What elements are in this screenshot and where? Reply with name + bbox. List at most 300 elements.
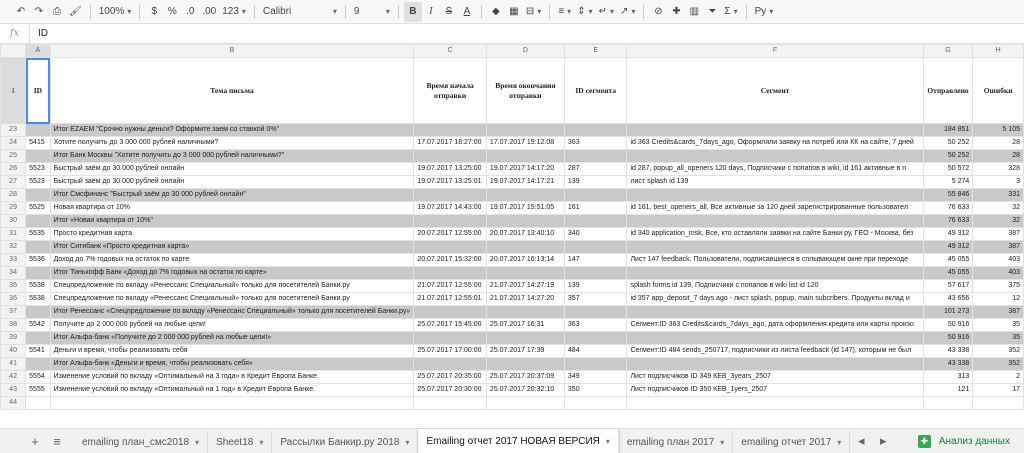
- row-number[interactable]: 28: [1, 189, 26, 202]
- table-row: [1, 189, 1024, 202]
- cell-h[interactable]: 35: [973, 332, 1024, 345]
- cell-g[interactable]: 49 312: [923, 241, 973, 254]
- cell-g[interactable]: 55 846: [923, 189, 973, 202]
- cell-b[interactable]: Тема письма: [50, 58, 414, 124]
- text-wrap-icon[interactable]: ↵ ▾: [596, 2, 617, 22]
- cell-a[interactable]: [26, 189, 50, 202]
- cell-c[interactable]: [414, 241, 487, 254]
- cell-f[interactable]: лист splash id 139: [627, 176, 923, 189]
- cell-a[interactable]: 5538: [26, 280, 50, 293]
- column-header-d[interactable]: D: [486, 45, 564, 58]
- cell-g[interactable]: 5 274: [923, 176, 973, 189]
- bold-button[interactable]: B: [404, 2, 422, 22]
- cell-c[interactable]: 25.07.2017 20:35:00: [414, 371, 487, 384]
- cell-g[interactable]: 184 851: [923, 124, 973, 137]
- cell-e[interactable]: 340: [564, 228, 627, 241]
- cell-h[interactable]: 403: [973, 254, 1024, 267]
- row-number[interactable]: 35: [1, 280, 26, 293]
- cell-d[interactable]: 20.07.2017 13:40:10: [486, 228, 564, 241]
- cell-a[interactable]: 5538: [26, 293, 50, 306]
- filter-icon[interactable]: ⏷: [708, 6, 717, 17]
- cell-a[interactable]: [26, 267, 50, 280]
- cell-d[interactable]: 19.07.2017 14:17:20: [486, 163, 564, 176]
- row-number[interactable]: 23: [1, 124, 26, 137]
- cell-b[interactable]: Итог Ситибанк «Просто кредитная карта»: [50, 241, 414, 254]
- cell-b[interactable]: Итог EZAEM "Срочно нужны деньги? Оформите заем со ставкой 0%": [50, 124, 414, 137]
- cell-c[interactable]: Время начала отправки: [414, 58, 487, 124]
- row-number[interactable]: 33: [1, 254, 26, 267]
- cell-c[interactable]: [414, 150, 487, 163]
- cell-c[interactable]: [414, 358, 487, 371]
- cell-c[interactable]: [414, 189, 487, 202]
- scroll-tabs-right-button[interactable]: ▸: [880, 433, 887, 448]
- table-row: [1, 319, 1024, 332]
- insert-chart-icon[interactable]: ▥: [689, 6, 700, 17]
- cell-d[interactable]: [486, 332, 564, 345]
- column-header-a[interactable]: A: [26, 45, 50, 58]
- cell-e[interactable]: [564, 150, 627, 163]
- cell-e[interactable]: [564, 358, 627, 371]
- cell-a[interactable]: [26, 306, 50, 319]
- row-number[interactable]: 42: [1, 371, 26, 384]
- cell-f[interactable]: Сегмент:ID 363 Credits&cards_7days_ago, дата оформления кредита или карты произо: [627, 319, 923, 332]
- cell-b[interactable]: Итог Смсфинанс "Быстрый заём до 30 000 рублей онлайн": [50, 189, 414, 202]
- cell-b[interactable]: Итог «Новая квартира от 10%": [50, 215, 414, 228]
- row-number[interactable]: 39: [1, 332, 26, 345]
- italic-button[interactable]: I: [429, 6, 433, 17]
- table-row: [1, 176, 1024, 189]
- cell-e[interactable]: 349: [564, 371, 627, 384]
- strikethrough-button[interactable]: S: [445, 6, 453, 17]
- undo-icon[interactable]: ↶: [16, 6, 26, 17]
- cell-d[interactable]: 17.07.2017 19:12:08: [486, 137, 564, 150]
- table-row: [1, 150, 1024, 163]
- cell-g[interactable]: 50 252: [923, 137, 973, 150]
- row-number[interactable]: 25: [1, 150, 26, 163]
- cell-d[interactable]: [486, 124, 564, 137]
- column-header-row: [1, 45, 1024, 58]
- column-header-e[interactable]: E: [564, 45, 627, 58]
- table-row: [1, 241, 1024, 254]
- zoom-select[interactable]: 100% ▾: [96, 2, 135, 22]
- chevron-down-icon[interactable]: ▾: [259, 437, 264, 447]
- cell-e[interactable]: 363: [564, 137, 627, 150]
- cell-d[interactable]: 25.07.2017 17:39: [486, 345, 564, 358]
- sheet-tabs-bar: [0, 428, 1024, 453]
- table-row: [1, 280, 1024, 293]
- cell-a[interactable]: 5523: [26, 176, 50, 189]
- cell-a[interactable]: 5523: [26, 163, 50, 176]
- cell-c[interactable]: 17.07.2017 18:27:00: [414, 137, 487, 150]
- cell-h[interactable]: 28: [973, 137, 1024, 150]
- cell-e[interactable]: [564, 241, 627, 254]
- explore-button[interactable]: [918, 435, 1024, 448]
- cell-f[interactable]: id 287, popup_all_openers 120 days, Подписчики с попапов в wiki, id 161 активные в п: [627, 163, 923, 176]
- cell-h[interactable]: 387: [973, 241, 1024, 254]
- cell-b[interactable]: Быстрый заём до 30 000 рублей онлайн: [50, 176, 414, 189]
- cell-f[interactable]: Лист 147 feedback. Пользователи, подписавшиеся в сплывающем окне при переходе: [627, 254, 923, 267]
- cell-d[interactable]: [486, 241, 564, 254]
- column-header-c[interactable]: C: [414, 45, 487, 58]
- cell-h[interactable]: 12: [973, 293, 1024, 306]
- cell-h[interactable]: 403: [973, 267, 1024, 280]
- table-row: [1, 58, 1024, 124]
- row-number[interactable]: 36: [1, 293, 26, 306]
- cell-f[interactable]: [627, 241, 923, 254]
- row-number[interactable]: 43: [1, 384, 26, 397]
- chevron-down-icon[interactable]: ▾: [837, 437, 842, 447]
- cell-h[interactable]: 32: [973, 202, 1024, 215]
- cell-g[interactable]: Отправлено: [923, 58, 973, 124]
- cell-c[interactable]: [414, 267, 487, 280]
- cell-f[interactable]: [627, 358, 923, 371]
- cell-h[interactable]: 2: [973, 371, 1024, 384]
- table-row: [1, 345, 1024, 358]
- insert-comment-icon[interactable]: ✚: [672, 6, 681, 17]
- cell-h[interactable]: 5 105: [973, 124, 1024, 137]
- scroll-tabs-left-button[interactable]: ◂: [858, 433, 865, 448]
- cell-a[interactable]: 5535: [26, 228, 50, 241]
- cell-e[interactable]: 287: [564, 163, 627, 176]
- sheet-tab-label: Рассылки Банкир.ру 2018: [280, 436, 400, 448]
- cell-f[interactable]: [627, 215, 923, 228]
- sheet-tab[interactable]: [74, 431, 208, 453]
- row-number[interactable]: 38: [1, 319, 26, 332]
- font-family-select[interactable]: Calibri ▾: [260, 2, 340, 22]
- cell-f[interactable]: Лист подписчиков ID 349 КЕВ_3years_2507: [627, 371, 923, 384]
- cell-e[interactable]: [564, 332, 627, 345]
- cell-a[interactable]: 5555: [26, 384, 50, 397]
- table-row: [1, 384, 1024, 397]
- cell-g[interactable]: 45 055: [923, 254, 973, 267]
- table-row: [1, 124, 1024, 137]
- cell-f[interactable]: id 363 Credits&cards_7days_ago, Оформляли заявку на потреб или КК на сайте, 7 дней: [627, 137, 923, 150]
- column-header-f[interactable]: F: [627, 45, 923, 58]
- cell-h[interactable]: 32: [973, 215, 1024, 228]
- cell-g[interactable]: 45 055: [923, 267, 973, 280]
- input-tools-button[interactable]: Ру ▾: [752, 2, 777, 22]
- cell-f[interactable]: [627, 189, 923, 202]
- table-row: [1, 254, 1024, 267]
- cell-e[interactable]: 484: [564, 345, 627, 358]
- chevron-down-icon[interactable]: ▾: [195, 437, 200, 447]
- divider: [398, 5, 399, 19]
- cell-a[interactable]: [26, 215, 50, 228]
- row-number[interactable]: 29: [1, 202, 26, 215]
- row-number[interactable]: 26: [1, 163, 26, 176]
- column-header-g[interactable]: G: [923, 45, 973, 58]
- cell-b[interactable]: [50, 397, 414, 410]
- row-number[interactable]: 1: [1, 58, 26, 124]
- cell-g[interactable]: [923, 397, 973, 410]
- cell-h[interactable]: 352: [973, 345, 1024, 358]
- percent-format-button[interactable]: %: [167, 6, 177, 17]
- cell-g[interactable]: 43 338: [923, 358, 973, 371]
- cell-c[interactable]: 25.07.2017 20:30:00: [414, 384, 487, 397]
- cell-f[interactable]: [627, 306, 923, 319]
- cell-c[interactable]: 19.07.2017 13:25:00: [414, 163, 487, 176]
- redo-icon[interactable]: ↷: [34, 6, 44, 17]
- cell-a[interactable]: [26, 241, 50, 254]
- cell-e[interactable]: [564, 189, 627, 202]
- cell-f[interactable]: Лист подписчиков ID 350 КЕВ_1yers_2507: [627, 384, 923, 397]
- cell-d[interactable]: [486, 267, 564, 280]
- cell-h[interactable]: 28: [973, 150, 1024, 163]
- cell-e[interactable]: 363: [564, 319, 627, 332]
- cell-e[interactable]: 357: [564, 293, 627, 306]
- cell-c[interactable]: 19.07.2017 13:25:01: [414, 176, 487, 189]
- table-row: [1, 332, 1024, 345]
- cell-c[interactable]: 25.07.2017 15:45:00: [414, 319, 487, 332]
- cell-b[interactable]: Деньги и время, чтобы реализовать себя: [50, 345, 414, 358]
- cell-g[interactable]: 50 572: [923, 163, 973, 176]
- sheet-tab[interactable]: [208, 431, 272, 453]
- table-row: [1, 293, 1024, 306]
- print-icon[interactable]: ⎙: [53, 6, 61, 17]
- sheet-tab-label: Emailing отчет 2017 НОВАЯ ВЕРСИЯ: [426, 435, 600, 447]
- cell-g[interactable]: 43 656: [923, 293, 973, 306]
- cell-f[interactable]: splash forms id 139, Подписчики с попапов в wiki list id 120: [627, 280, 923, 293]
- cell-h[interactable]: 387: [973, 306, 1024, 319]
- cell-e[interactable]: ID сегмента: [564, 58, 627, 124]
- cell-d[interactable]: [486, 306, 564, 319]
- sheet-tab[interactable]: [272, 431, 418, 453]
- toolbar: [0, 0, 1024, 24]
- cell-d[interactable]: 25.07.2017 16:31: [486, 319, 564, 332]
- cell-a[interactable]: [26, 358, 50, 371]
- cell-b[interactable]: Получите до 2 000 000 рублей на любые цели!: [50, 319, 414, 332]
- functions-icon[interactable]: Σ ▾: [721, 2, 740, 22]
- decrease-decimal-button[interactable]: .0: [186, 6, 195, 17]
- divider: [481, 5, 482, 19]
- cell-e[interactable]: [564, 306, 627, 319]
- text-color-button[interactable]: A: [463, 6, 471, 17]
- cell-c[interactable]: 19.07.2017 14:43:00: [414, 202, 487, 215]
- cell-b[interactable]: Изменение условий по вкладу «Оптимальный на 1 год» в Кредит Европа Банке.: [50, 384, 414, 397]
- row-number[interactable]: 27: [1, 176, 26, 189]
- cell-c[interactable]: [414, 397, 487, 410]
- cell-c[interactable]: [414, 124, 487, 137]
- cell-a[interactable]: 5415: [26, 137, 50, 150]
- sheet-tab[interactable]: [418, 429, 618, 453]
- cell-e[interactable]: [564, 267, 627, 280]
- cell-d[interactable]: 19.07.2017 15:51:05: [486, 202, 564, 215]
- row-number[interactable]: 30: [1, 215, 26, 228]
- cell-g[interactable]: 101 273: [923, 306, 973, 319]
- cell-b[interactable]: Итог Банк Москвы "Хотите получить до 3 000 000 рублей наличными?": [50, 150, 414, 163]
- cell-f[interactable]: id 340 application_msk, Все, кто оставляли заявки на сайте Банки ру, ГЕО - Москва, без: [627, 228, 923, 241]
- cell-c[interactable]: [414, 215, 487, 228]
- cell-d[interactable]: Время окончания отправки: [486, 58, 564, 124]
- sheet-tab-label: emailing отчет 2017: [741, 436, 832, 448]
- cell-g[interactable]: 43 338: [923, 345, 973, 358]
- cell-g[interactable]: 313: [923, 371, 973, 384]
- cell-g[interactable]: 57 617: [923, 280, 973, 293]
- cell-a[interactable]: 5542: [26, 319, 50, 332]
- cell-b[interactable]: Спецпредложение по вкладу «Ренессанс Специальный» только для посетителей Банки.ру: [50, 293, 414, 306]
- cell-a[interactable]: [26, 397, 50, 410]
- fill-color-icon[interactable]: ◆: [492, 6, 500, 17]
- increase-decimal-button[interactable]: .00: [202, 6, 217, 17]
- merge-cells-icon[interactable]: ⊟ ▾: [523, 2, 544, 22]
- column-header-b[interactable]: B: [50, 45, 414, 58]
- font-size-select[interactable]: 9 ▾: [351, 2, 393, 22]
- cell-d[interactable]: 21.07.2017 14:27:19: [486, 280, 564, 293]
- cell-c[interactable]: 21.07.2017 12:55:00: [414, 280, 487, 293]
- cell-b[interactable]: Новая квартира от 10%: [50, 202, 414, 215]
- explore-label: Анализ данных: [938, 435, 1010, 447]
- column-header-h[interactable]: H: [973, 45, 1024, 58]
- borders-icon[interactable]: ▦: [509, 6, 519, 17]
- row-number[interactable]: 34: [1, 267, 26, 280]
- cell-f[interactable]: [627, 332, 923, 345]
- cell-e[interactable]: [564, 124, 627, 137]
- table-row: [1, 202, 1024, 215]
- cell-a[interactable]: 5536: [26, 254, 50, 267]
- cell-a[interactable]: ID: [26, 58, 50, 124]
- cell-f[interactable]: [627, 150, 923, 163]
- cell-d[interactable]: 21.07.2017 14:27:20: [486, 293, 564, 306]
- cell-e[interactable]: 350: [564, 384, 627, 397]
- cell-f[interactable]: [627, 267, 923, 280]
- cell-a[interactable]: [26, 332, 50, 345]
- row-number[interactable]: 41: [1, 358, 26, 371]
- fx-label: fx: [0, 24, 30, 43]
- cell-d[interactable]: 25.07.2017 20:37:09: [486, 371, 564, 384]
- row-number[interactable]: 31: [1, 228, 26, 241]
- all-sheets-button[interactable]: ≡: [53, 433, 61, 449]
- cell-b[interactable]: Доход до 7% годовых на остаток по карте: [50, 254, 414, 267]
- cell-h[interactable]: 352: [973, 358, 1024, 371]
- cell-g[interactable]: 76 633: [923, 215, 973, 228]
- spreadsheet-grid: [0, 44, 1024, 428]
- table-row: [1, 358, 1024, 371]
- cell-d[interactable]: [486, 397, 564, 410]
- insert-link-icon[interactable]: ⊘: [654, 6, 663, 17]
- cell-e[interactable]: [564, 397, 627, 410]
- cell-a[interactable]: [26, 124, 50, 137]
- row-number[interactable]: 32: [1, 241, 26, 254]
- cell-f[interactable]: id 357 app_deposit_7 days ago - лист splash, popup, main subcribers. Продукты вклад и: [627, 293, 923, 306]
- cell-d[interactable]: [486, 150, 564, 163]
- cell-b[interactable]: Хотите получить до 3 000 000 рублей наличными?: [50, 137, 414, 150]
- divider: [549, 5, 550, 19]
- cell-h[interactable]: 3: [973, 176, 1024, 189]
- more-formats-select[interactable]: 123 ▾: [219, 2, 249, 22]
- cell-b[interactable]: Итог Альфа-банк «Получите до 2 000 000 рублей на любые цели!»: [50, 332, 414, 345]
- cell-g[interactable]: 49 312: [923, 228, 973, 241]
- cell-e[interactable]: 161: [564, 202, 627, 215]
- horizontal-align-icon[interactable]: ≡ ▾: [555, 2, 574, 22]
- cell-e[interactable]: 139: [564, 176, 627, 189]
- chevron-down-icon[interactable]: ▾: [720, 437, 725, 447]
- cell-d[interactable]: [486, 189, 564, 202]
- cell-b[interactable]: Изменение условий по вкладу «Оптимальный на 3 года» в Кредит Европа Банке.: [50, 371, 414, 384]
- sheet-table: [0, 44, 1024, 410]
- cell-f[interactable]: id 161, best_openers_all, Все активные за 120 дней зарегистрированные пользовател: [627, 202, 923, 215]
- cell-a[interactable]: 5525: [26, 202, 50, 215]
- chevron-down-icon[interactable]: ▾: [405, 437, 410, 447]
- cell-h[interactable]: 331: [973, 189, 1024, 202]
- row-number[interactable]: 44: [1, 397, 26, 410]
- cell-h[interactable]: 387: [973, 228, 1024, 241]
- cell-h[interactable]: Ошибки: [973, 58, 1024, 124]
- table-row: [1, 228, 1024, 241]
- cell-b[interactable]: Итог Тинькофф Банк «Доход до 7% годовых на остаток по карте»: [50, 267, 414, 280]
- cell-a[interactable]: [26, 150, 50, 163]
- row-number[interactable]: 37: [1, 306, 26, 319]
- cell-a[interactable]: 5554: [26, 371, 50, 384]
- formula-bar: [0, 24, 1024, 44]
- table-row: [1, 371, 1024, 384]
- vertical-align-icon[interactable]: ⇕ ▾: [574, 2, 595, 22]
- cell-b[interactable]: Просто кредитная карта: [50, 228, 414, 241]
- row-number[interactable]: 24: [1, 137, 26, 150]
- cell-g[interactable]: 50 916: [923, 332, 973, 345]
- row-number[interactable]: 40: [1, 345, 26, 358]
- cell-c[interactable]: 21.07.2017 12:55:01: [414, 293, 487, 306]
- cell-d[interactable]: 20.07.2017 16:13:14: [486, 254, 564, 267]
- cell-b[interactable]: Спецпредложение по вкладу «Ренессанс Специальный» только для посетителей Банки.ру: [50, 280, 414, 293]
- divider: [345, 5, 346, 19]
- cell-e[interactable]: 147: [564, 254, 627, 267]
- cell-b[interactable]: Итог Ренессанс «Спецпредложение по вкладу «Ренессанс Специальный» только для посетителей Банки.ру»: [50, 306, 414, 319]
- cell-f[interactable]: [627, 397, 923, 410]
- cell-c[interactable]: 20.07.2017 12:55:00: [414, 228, 487, 241]
- cell-f[interactable]: Сегмент:ID 484 sends_250717, подписчики из листа feedback (id 147), которым не был: [627, 345, 923, 358]
- cell-c[interactable]: 25.07.2017 17:00:00: [414, 345, 487, 358]
- cell-g[interactable]: 121: [923, 384, 973, 397]
- cell-c[interactable]: 20.07.2017 15:32:00: [414, 254, 487, 267]
- table-row: [1, 163, 1024, 176]
- table-row: [1, 137, 1024, 150]
- add-sheet-button[interactable]: +: [31, 433, 39, 449]
- cell-d[interactable]: [486, 358, 564, 371]
- cell-d[interactable]: 19.07.2017 14:17:21: [486, 176, 564, 189]
- cell-h[interactable]: 35: [973, 319, 1024, 332]
- cell-c[interactable]: [414, 306, 487, 319]
- cell-e[interactable]: 139: [564, 280, 627, 293]
- sheet-tab[interactable]: [733, 431, 850, 453]
- cell-h[interactable]: [973, 397, 1024, 410]
- cell-e[interactable]: [564, 215, 627, 228]
- cell-d[interactable]: 25.07.2017 20:32:10: [486, 384, 564, 397]
- cell-g[interactable]: 76 633: [923, 202, 973, 215]
- cell-h[interactable]: 375: [973, 280, 1024, 293]
- cell-d[interactable]: [486, 215, 564, 228]
- paint-format-icon[interactable]: 🖌: [69, 6, 82, 17]
- sheet-tab[interactable]: [619, 431, 733, 453]
- divider: [643, 5, 644, 19]
- cell-b[interactable]: Быстрый заём до 30 000 рублей онлайн: [50, 163, 414, 176]
- chevron-down-icon[interactable]: ▾: [605, 436, 610, 446]
- cell-g[interactable]: 50 252: [923, 150, 973, 163]
- text-rotate-icon[interactable]: ↗ ▾: [617, 2, 638, 22]
- cell-g[interactable]: 50 916: [923, 319, 973, 332]
- sheet-tabs: [74, 429, 850, 453]
- cell-c[interactable]: [414, 332, 487, 345]
- cell-h[interactable]: 328: [973, 163, 1024, 176]
- divider: [90, 5, 91, 19]
- formula-input[interactable]: ID: [38, 28, 48, 39]
- cell-f[interactable]: [627, 124, 923, 137]
- cell-b[interactable]: Итог Альфа-банк «Деньги и время, чтобы реализовать себя»: [50, 358, 414, 371]
- currency-format-button[interactable]: $: [151, 6, 158, 17]
- cell-h[interactable]: 17: [973, 384, 1024, 397]
- cell-f[interactable]: Сегмент: [627, 58, 923, 124]
- cell-a[interactable]: 5541: [26, 345, 50, 358]
- select-all-corner[interactable]: [1, 45, 26, 58]
